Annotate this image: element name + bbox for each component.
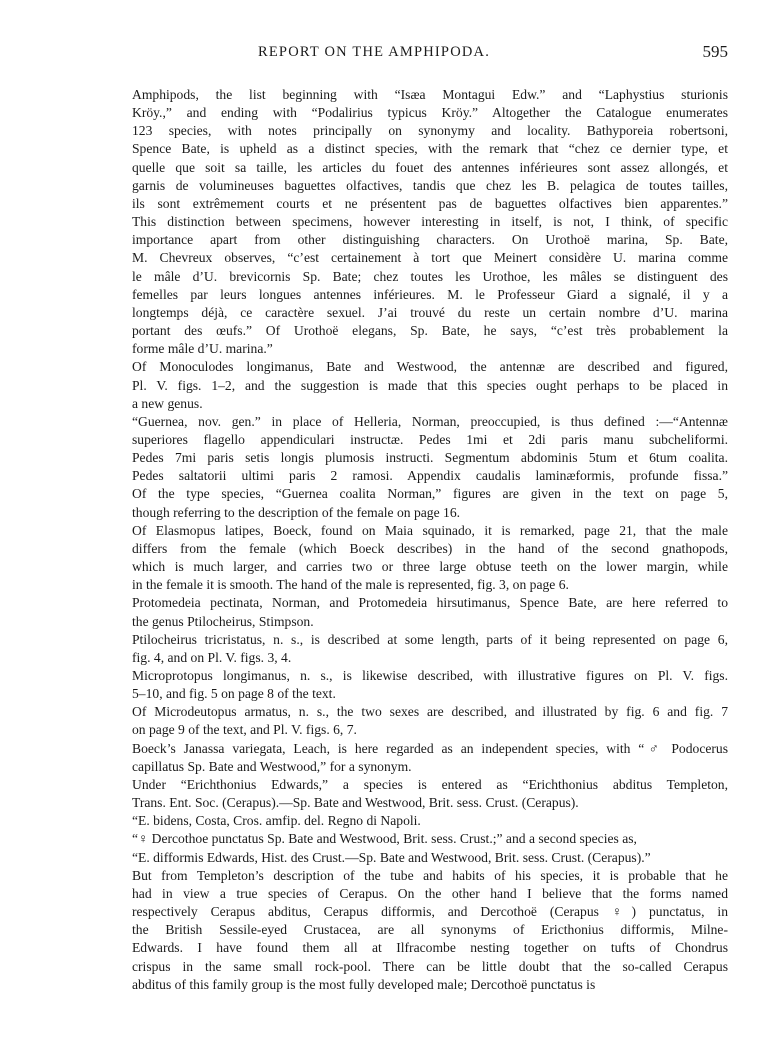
text-line: Microprotopus longimanus, n. s., is likewise described, with illustrative figures on Pl. V. figs. <box>132 668 728 683</box>
text-line: superiores flagello appendiculari instructæ. Pedes 1mi et 2di paris manu subcheliformi. <box>132 431 728 447</box>
text-line: longtemps déjà, ce caractère sexuel. J’ai trouvé du reste un certain nombre d’U. marina <box>132 304 728 320</box>
text-line: Pedes 7mi paris setis longis plumosis instructi. Segmentum abdominis 5tum et 6tum coalita. <box>132 450 728 466</box>
text-line: Of the type species, “Guernea coalita Norman,” figures are given in the text on page 5, <box>132 486 728 502</box>
text-line: crispus in the same small rock-pool. There can be little doubt that the so-called Cerapus <box>132 958 728 974</box>
body-text <box>132 86 728 994</box>
paragraph <box>132 522 728 595</box>
text-line: le mâle d’U. brevicornis Sp. Bate; chez toutes les Urothoe, les mâles se distinguent des <box>132 268 728 284</box>
page-header <box>258 44 728 64</box>
text-line: Trans. Ent. Soc. (Cerapus).—Sp. Bate and Westwood, Brit. sess. Crust. (Cerapus). <box>132 795 579 811</box>
text-line: on page 9 of the text, and Pl. V. figs. 6, 7. <box>132 722 357 738</box>
text-line: femelles par leurs longues antennes inférieures. M. le Professeur Giard a signalé, il y a <box>132 286 728 302</box>
text-line: Amphipods, the list beginning with “Isæa Montagui Edw.” and “Laphystius sturionis <box>132 87 728 102</box>
text-line: 5–10, and fig. 5 on page 8 of the text. <box>132 686 336 702</box>
paragraph <box>132 667 728 703</box>
paragraph <box>132 413 728 522</box>
text-line: in the female it is smooth. The hand of the male is represented, fig. 3, on page 6. <box>132 577 569 593</box>
text-line: 123 species, with notes principally on synonymy and locality. Bathyporeia robertsoni, <box>132 123 728 139</box>
running-title: REPORT ON THE AMPHIPODA. <box>258 44 491 60</box>
text-line: M. Chevreux observes, “c’est certainement à tort que Meinert considère U. marina comme <box>132 250 728 266</box>
text-line: capillatus Sp. Bate and Westwood,” for a synonym. <box>132 758 412 774</box>
text-line: Edwards. I have found them all at Ilfracombe nesting together on tufts of Chondrus <box>132 940 728 956</box>
paragraph <box>132 740 728 776</box>
text-line: “Guernea, nov. gen.” in place of Helleria, Norman, preoccupied, is thus defined :—“Antennæ <box>132 413 728 429</box>
text-line: This distinction between specimens, however interesting in itself, is not, I think, of specific <box>132 214 728 230</box>
text-line: a new genus. <box>132 395 203 411</box>
paragraph <box>132 86 728 358</box>
text-line: Protomedeia pectinata, Norman, and Protomedeia hirsutimanus, Spence Bate, are here referred to <box>132 595 728 611</box>
text-line: respectively Cerapus abditus, Cerapus difformis, and Dercothoë (Cerapus ♀) punctatus, in <box>132 904 728 920</box>
paragraph <box>132 830 728 848</box>
text-line: abditus of this family group is the most fully developed male; Dercothoë punctatus is <box>132 976 596 992</box>
text-line: the genus Ptilocheirus, Stimpson. <box>132 613 314 629</box>
text-line: Of Elasmopus latipes, Boeck, found on Maia squinado, it is remarked, page 21, that the male <box>132 522 728 538</box>
text-line: ils sont extrêmement courts et ne présentent pas de baguettes olfactives bien apparentes.” <box>132 195 728 211</box>
text-line: though referring to the description of the female on page 16. <box>132 504 461 520</box>
text-line: Pedes saltatorii ultimi paris 2 ramosi. Appendix caudalis laminæformis, profunde fissa.” <box>132 468 728 484</box>
text-line: But from Templeton’s description of the tube and habits of his species, it is probable that he <box>132 867 728 883</box>
text-line: “E. bidens, Costa, Cros. amfip. del. Regno di Napoli. <box>132 813 421 829</box>
text-line: quelle que soit sa taille, les articles du fouet des antennes inférieures sont assez allongés, et <box>132 159 728 175</box>
text-line: the British Sessile-eyed Crustacea, are all synonyms of Ericthonius difformis, Milne- <box>132 922 728 938</box>
text-line: Boeck’s Janassa variegata, Leach, is here regarded as an independent species, with “♂ Podocerus <box>132 740 728 756</box>
text-line: Of Microdeutopus armatus, n. s., the two sexes are described, and illustrated by fig. 6 and fig. 7 <box>132 704 728 720</box>
text-line: Kröy.,” and ending with “Podalirius typicus Kröy.” Altogether the Catalogue enumerates <box>132 105 728 121</box>
paragraph <box>132 776 728 812</box>
text-line: forme mâle d’U. marina.” <box>132 341 273 357</box>
text-line: “E. difformis Edwards, Hist. des Crust.—Sp. Bate and Westwood, Brit. sess. Crust. (Cerapus).” <box>132 849 651 865</box>
text-line: Ptilocheirus tricristatus, n. s., is described at some length, parts of it being represented on page 6, <box>132 631 728 647</box>
text-line: which is much larger, and carries two or three large obtuse teeth on the lower margin, while <box>132 559 728 575</box>
paragraph <box>132 812 728 830</box>
paragraph <box>132 358 728 412</box>
text-line: garnis de volumineuses baguettes olfactives, tandis que chez les B. pelagica de toutes tailles, <box>132 177 728 193</box>
paragraph <box>132 631 728 667</box>
text-line: had in view a true species of Cerapus. On the other hand I believe that the forms named <box>132 885 728 901</box>
text-line: Pl. V. figs. 1–2, and the suggestion is made that this species ought perhaps to be placed in <box>132 377 728 393</box>
text-line: fig. 4, and on Pl. V. figs. 3, 4. <box>132 649 292 665</box>
text-line: Of Monoculodes longimanus, Bate and Westwood, the antennæ are described and figured, <box>132 359 728 375</box>
text-line: “♀ Dercothoe punctatus Sp. Bate and Westwood, Brit. sess. Crust.;” and a second species as, <box>132 831 637 847</box>
page-number: 595 <box>702 42 728 61</box>
text-line: portant des œufs.” Of Urothoë elegans, Sp. Bate, he says, “c’est très probablement la <box>132 323 728 339</box>
text-line: Spence Bate, is upheld as a distinct species, with the remark that “chez ce dernier type, et <box>132 141 728 157</box>
text-line: importance apart from other distinguishing characters. On Urothoë marina, Sp. Bate, <box>132 232 728 248</box>
paragraph <box>132 849 728 867</box>
paragraph <box>132 594 728 630</box>
paragraph <box>132 867 728 994</box>
text-line: Under “Erichthonius Edwards,” a species is entered as “Erichthonius abditus Templeton, <box>132 776 728 792</box>
text-line: differs from the female (which Boeck describes) in the hand of the second gnathopods, <box>132 540 728 556</box>
paragraph <box>132 703 728 739</box>
